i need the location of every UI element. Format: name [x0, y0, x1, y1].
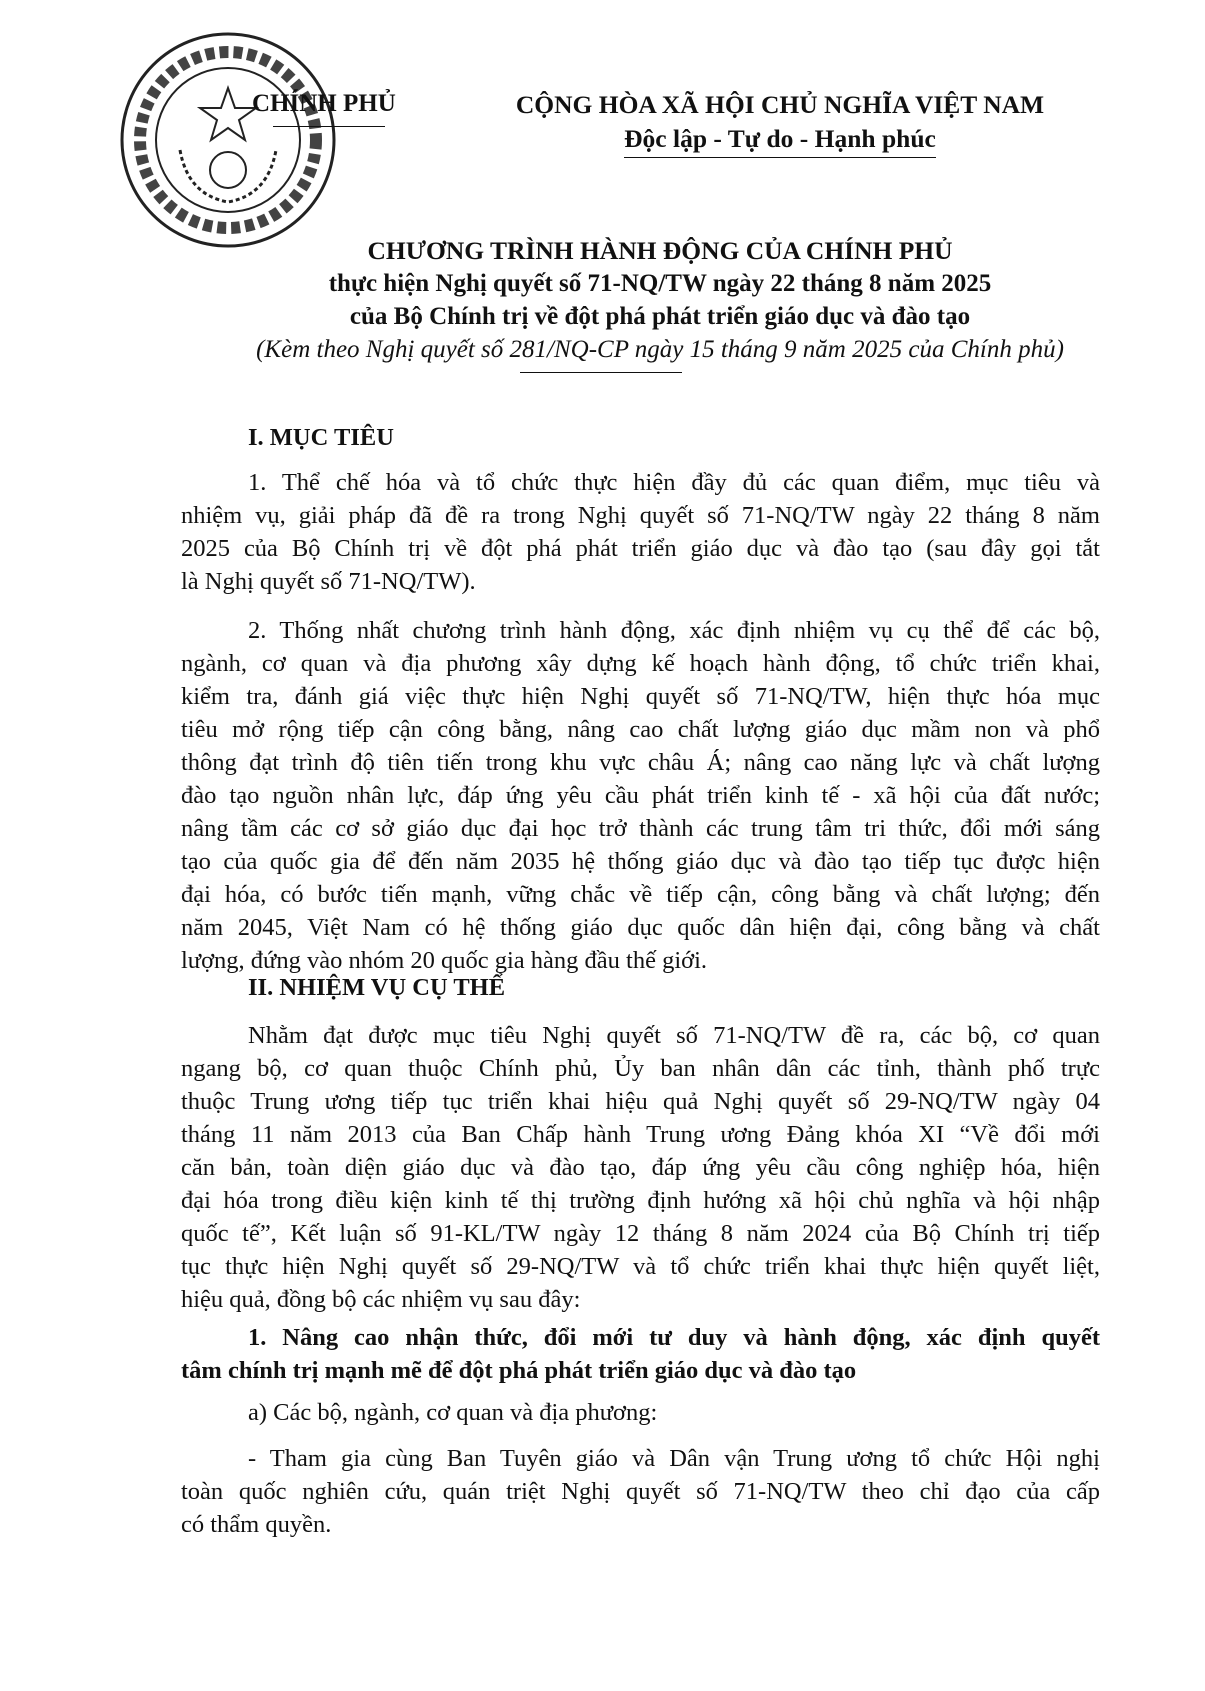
text-line: năm 2045, Việt Nam có hệ thống giáo dục quốc dân hiện đại, công bằng và chất	[181, 914, 1100, 941]
text-line: đại hóa trong điều kiện kinh tế thị trường định hướng xã hội chủ nghĩa và hội nhập	[181, 1187, 1100, 1214]
text-line: Nhằm đạt được mục tiêu Nghị quyết số 71-NQ/TW đề ra, các bộ, cơ quan	[248, 1022, 1100, 1049]
text-line: thông đạt trình độ tiên tiến trong khu vực châu Á; nâng cao năng lực và chất lượng	[181, 749, 1100, 776]
text-line: quốc tế”, Kết luận số 91-KL/TW ngày 12 tháng 8 năm 2024 của Bộ Chính trị tiếp	[181, 1220, 1100, 1247]
document-title-line2: thực hiện Nghị quyết số 71-NQ/TW ngày 22 tháng 8 năm 2025	[328, 270, 992, 297]
task-1a-label	[181, 1396, 1100, 1429]
section-heading-tasks: II. NHIỆM VỤ CỤ THỂ	[248, 974, 506, 1001]
text-line: tiêu mở rộng tiếp cận công bằng, nâng cao chất lượng giáo dục mầm non và phổ	[181, 716, 1100, 743]
country-name: CỘNG HÒA XÃ HỘI CHỦ NGHĨA VIỆT NAM	[515, 90, 1045, 119]
agency-underline	[273, 126, 385, 127]
text-line: nhiệm vụ, giải pháp đã đề ra trong Nghị quyết số 71-NQ/TW ngày 22 tháng 8 năm	[181, 502, 1100, 529]
text-line: là Nghị quyết số 71-NQ/TW).	[181, 568, 476, 595]
text-line: a) Các bộ, ngành, cơ quan và địa phương:	[248, 1399, 658, 1426]
text-line: toàn quốc nghiên cứu, quán triệt Nghị quyết số 71-NQ/TW theo chỉ đạo của cấp	[181, 1478, 1100, 1505]
text-line: ngang bộ, cơ quan thuộc Chính phủ, Ủy ban nhân dân các tỉnh, thành phố trực	[181, 1055, 1100, 1082]
text-line: 2025 của Bộ Chính trị về đột phá phát triển giáo dục và đào tạo (sau đây gọi tắt	[181, 535, 1100, 562]
document-subtitle: (Kèm theo Nghị quyết số 281/NQ-CP ngày 15 tháng 9 năm 2025 của Chính phủ)	[256, 336, 1064, 363]
text-line: đại hóa, có bước tiến mạnh, vững chắc về tiếp cận, công bằng và chất lượng; đến	[181, 881, 1100, 908]
text-line: tục thực hiện Nghị quyết số 29-NQ/TW và tổ chức triển khai thực hiện quyết liệt,	[181, 1253, 1100, 1280]
subtitle-underline	[520, 372, 682, 373]
text-line: ngành, cơ quan và địa phương xây dựng kế hoạch hành động, tổ chức triển khai,	[181, 650, 1100, 677]
text-line: tâm chính trị mạnh mẽ để đột phá phát triển giáo dục và đào tạo	[181, 1357, 857, 1384]
text-line: đào tạo nguồn nhân lực, đáp ứng yêu cầu phát triển kinh tế - xã hội của đất nước;	[181, 782, 1100, 809]
tasks-intro-paragraph	[181, 1019, 1100, 1316]
text-line: tạo của quốc gia để đến năm 2035 hệ thống giáo dục và đào tạo tiếp tục được hiện	[181, 848, 1100, 875]
text-line: 1. Thể chế hóa và tổ chức thực hiện đầy đủ các quan điểm, mục tiêu và	[248, 469, 1100, 496]
agency-name: CHÍNH PHỦ	[252, 90, 396, 117]
text-line: căn bản, toàn diện giáo dục và đào tạo, đáp ứng yêu cầu công nghiệp hóa, hiện	[181, 1154, 1100, 1181]
national-motto: Độc lập - Tự do - Hạnh phúc	[624, 124, 936, 158]
task-1-heading	[181, 1321, 1100, 1387]
text-line: 1. Nâng cao nhận thức, đổi mới tư duy và hành động, xác định quyết	[248, 1324, 1100, 1351]
text-line: lượng, đứng vào nhóm 20 quốc gia hàng đầu thế giới.	[181, 947, 708, 974]
government-seal	[118, 30, 338, 250]
text-line: thuộc Trung ương tiếp tục triển khai hiệu quả Nghị quyết số 29-NQ/TW ngày 04	[181, 1088, 1100, 1115]
text-line: - Tham gia cùng Ban Tuyên giáo và Dân vận Trung ương tổ chức Hội nghị	[248, 1445, 1100, 1472]
document-title: CHƯƠNG TRÌNH HÀNH ĐỘNG CỦA CHÍNH PHỦ	[367, 236, 953, 265]
text-line: 2. Thống nhất chương trình hành động, xác định nhiệm vụ cụ thể để các bộ,	[248, 617, 1100, 644]
text-line: tháng 11 năm 2013 của Ban Chấp hành Trung ương Đảng khóa XI “Về đổi mới	[181, 1121, 1100, 1148]
objectives-paragraph-2	[181, 614, 1100, 977]
text-line: nâng tầm các cơ sở giáo dục đại học trở thành các trung tâm tri thức, đổi mới sáng	[181, 815, 1100, 842]
text-line: hiệu quả, đồng bộ các nhiệm vụ sau đây:	[181, 1286, 581, 1313]
objectives-paragraph-1	[181, 466, 1100, 598]
text-line: có thẩm quyền.	[181, 1511, 332, 1538]
section-heading-objectives: I. MỤC TIÊU	[248, 424, 394, 451]
document-title-line3: của Bộ Chính trị về đột phá phát triển giáo dục và đào tạo	[349, 303, 971, 330]
text-line: kiểm tra, đánh giá việc thực hiện Nghị quyết số 71-NQ/TW, hiện thực hóa mục	[181, 683, 1100, 710]
task-1a-item	[181, 1442, 1100, 1541]
